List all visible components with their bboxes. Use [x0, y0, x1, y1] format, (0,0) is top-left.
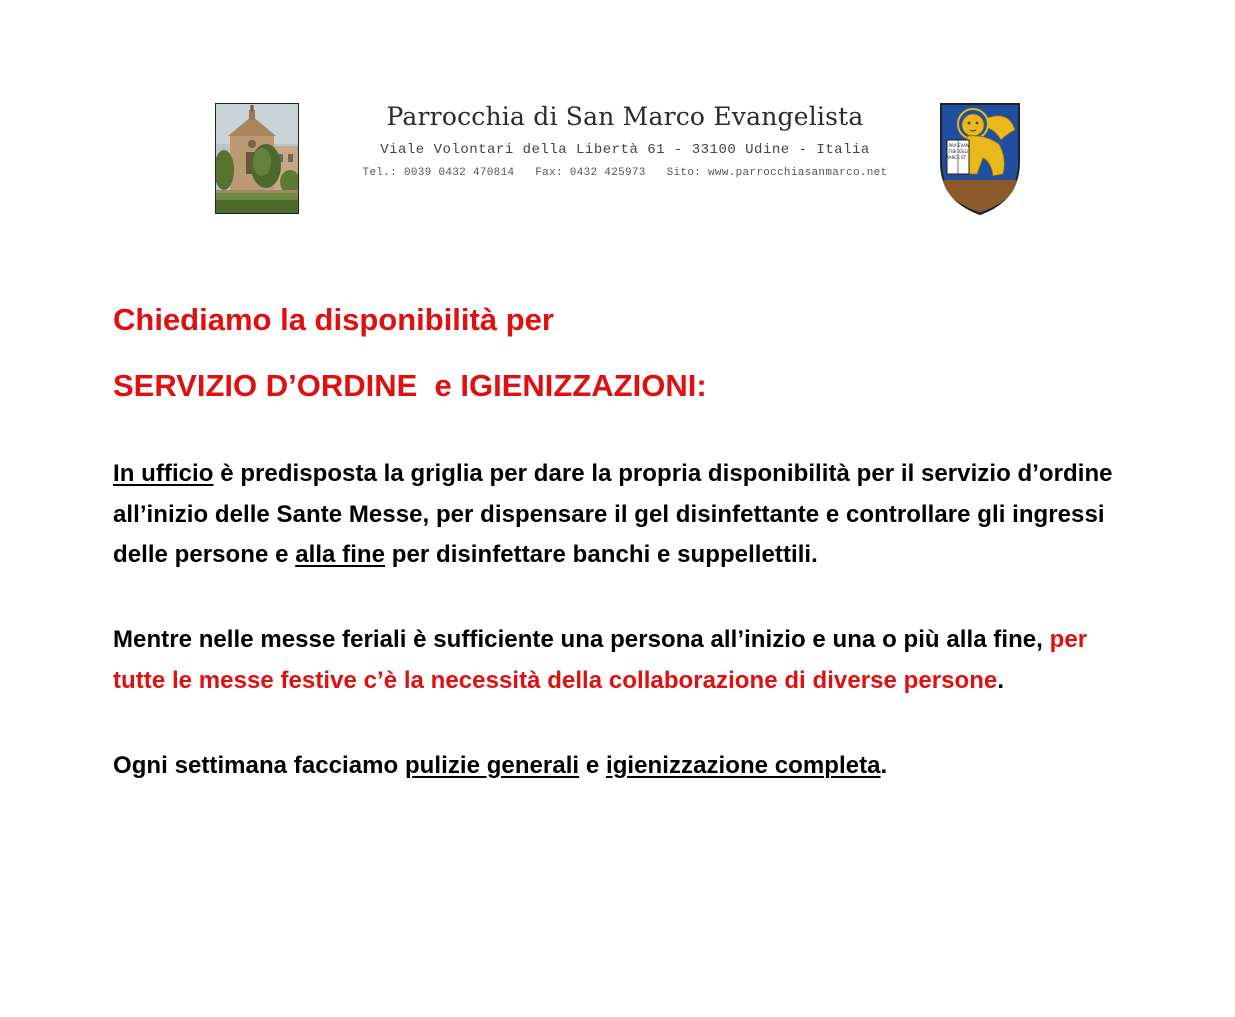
notice-title-line-2: SERVIZIO D’ORDINE e IGIENIZZAZIONI:	[113, 368, 707, 403]
svg-text:EVANGELIST: EVAN GELI ST	[957, 143, 970, 160]
paragraph-masses	[113, 620, 1123, 701]
paragraph-text: Ogni settimana facciamo	[113, 751, 405, 779]
paragraph-weekly-cleaning	[113, 746, 1123, 787]
coat-of-arms-icon	[937, 100, 1023, 218]
parish-name: Parrocchia di San Marco Evangelista	[386, 102, 864, 131]
church-photo	[215, 103, 299, 214]
parish-website: Sito: www.parrocchiasanmarco.net	[666, 167, 888, 179]
notice-title-line-1: Chiediamo la disponibilità per	[113, 302, 554, 337]
letterhead-text	[320, 100, 930, 180]
parish-address: Viale Volontari della Libertà 61 - 33100 Udine - Italia	[380, 142, 870, 158]
paragraph-text: .	[997, 666, 1005, 694]
underlined-igienizzazione-completa: igienizzazione completa	[606, 751, 881, 779]
coat-of-arms-book-text: PAX TIBI MARCE	[945, 143, 960, 160]
paragraph-text: è predisposta la griglia per dare la propria disponibilità per il servizio d’ordine all’inizio delle Sante Messe, per dispensare il gel disinfettante e controllare gli ingressi delle persone e	[113, 460, 1113, 569]
parish-fax: Fax: 0432 425973	[535, 167, 646, 179]
paragraph-text: e	[579, 751, 606, 779]
paragraph-office-grid	[113, 454, 1123, 576]
highlighted-red-text: per tutte le messe festive c’è la necessità della collaborazione di diverse persone	[113, 626, 1088, 694]
letterhead	[215, 100, 1025, 220]
underlined-pulizie-generali: pulizie generali	[404, 751, 580, 779]
paragraph-text: Mentre nelle messe feriali è sufficiente una persona all’inizio e una o più alla fine,	[113, 626, 1050, 654]
parish-contacts	[320, 167, 930, 180]
notice-body	[113, 300, 1123, 786]
paragraph-text: .	[880, 751, 888, 779]
parish-tel: Tel.: 0039 0432 470814	[362, 167, 515, 179]
paragraph-text: per disinfettare banchi e suppellettili.	[385, 541, 818, 569]
underlined-alla-fine: alla fine	[295, 541, 386, 569]
underlined-in-ufficio: In ufficio	[113, 460, 214, 487]
